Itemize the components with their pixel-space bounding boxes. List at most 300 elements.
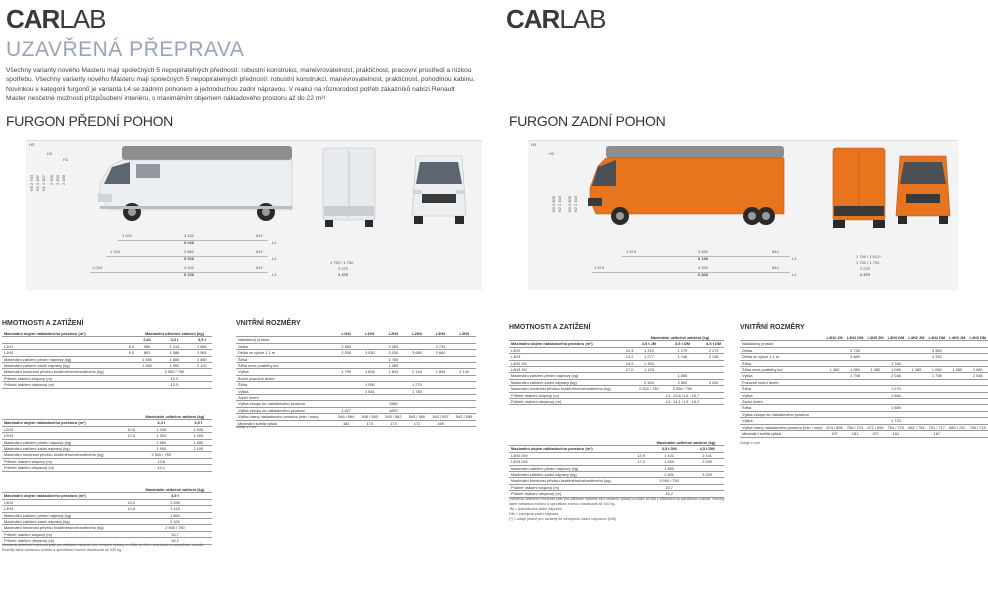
table-cell: 3,5 t bbox=[192, 337, 212, 343]
front-l1-a: 1 024 bbox=[122, 233, 133, 238]
table-cell: 2 300 bbox=[636, 379, 662, 385]
table-cell: Zadní dveře bbox=[740, 399, 824, 405]
table-cell: Průměr otáčení stopový (m) bbox=[2, 531, 124, 537]
table-cell: 3 680 bbox=[405, 350, 429, 356]
front-weights-table-3 bbox=[2, 487, 212, 545]
table-cell: 4 383 bbox=[926, 347, 947, 353]
table-cell: 546 / 563 bbox=[358, 414, 382, 420]
rear-interior-footnote: Údaje v mm bbox=[740, 441, 760, 445]
table-cell: Délka bbox=[236, 343, 334, 349]
table-cell: 2 144 bbox=[405, 369, 429, 375]
table-cell: L4H2 DM bbox=[928, 335, 946, 340]
table-cell: Maximální zatížení přední nápravy (kg) bbox=[509, 373, 623, 379]
table-cell: 3,3 t bbox=[157, 337, 192, 343]
table-cell: 1 050 bbox=[358, 382, 382, 388]
table-cell: Maximální zatížení přední nápravy (kg) bbox=[509, 465, 634, 471]
table-cell bbox=[636, 399, 662, 405]
table-cell: 13,0 bbox=[124, 499, 138, 505]
table-cell: Průměr otáčení obrysový (m) bbox=[509, 491, 634, 497]
table-cell: 1 414 bbox=[157, 343, 192, 349]
table-cell: 169 bbox=[429, 420, 453, 426]
table-cell: 1 650 bbox=[138, 439, 185, 445]
table-cell: Maximální objem nákladového prostoru (m³) bbox=[509, 341, 636, 347]
table-cell: 2 059 bbox=[690, 459, 724, 465]
brand-logo-right: CARLAB bbox=[506, 4, 606, 34]
table-cell: Průměr otáčení obrysový (m) bbox=[509, 399, 623, 405]
table-cell: 16,2 bbox=[138, 538, 212, 544]
table-cell: 1 900 bbox=[138, 446, 185, 452]
table-cell: 1 345 bbox=[138, 426, 185, 432]
table-cell: Minimální světlá výška bbox=[740, 431, 824, 437]
rear-weights-footnote bbox=[509, 497, 729, 522]
front-van-side-image bbox=[70, 140, 305, 230]
table-cell: L4H3 JM bbox=[509, 367, 623, 373]
table-cell bbox=[126, 382, 137, 388]
table-cell: Maximální užitečné zatížení (kg) bbox=[636, 335, 724, 341]
table-cell: 13,6 bbox=[138, 458, 185, 464]
front-height-5: 2 300 bbox=[55, 175, 60, 186]
rear-dim-line-l4 bbox=[592, 272, 790, 273]
front-height-6: 2 180 bbox=[61, 175, 66, 186]
rear-weights-table-2-body bbox=[509, 452, 724, 497]
table-cell: L3H2 bbox=[2, 499, 124, 505]
table-cell: Maximální hmotnost přívěsu brzděného/nebrzděného (kg) bbox=[2, 452, 124, 458]
front-l3-b: 4 332 bbox=[184, 265, 195, 270]
table-cell: 674 / 696 bbox=[826, 424, 843, 430]
table-cell: 1 850 bbox=[648, 465, 690, 471]
intro-paragraph: Všechny varianty nového Masteru mají společných 5 nepopiratelných předností: robustní konstrukci, manévrovatelnost, praktičnost, pracovní prostředí a nízkou spotřebu. Všechny varianty nového Masteru mají společných 5 nepopiratelných předností: robustní konstrukci, manévrovatelnost, praktičnost, pohodlnou kabinu. Novinkou v kategorii furgonů je varianta L4 se zadním pohonem a jednoduchou zadní nápravou. V reakci na různorodost potřeb zákazníků nabízí Renault Master nesčetné možnosti přizpůsobení interiéru, s maximálním objemem nákladového prostoru až do 22 m³! bbox=[6, 67, 475, 103]
front-weights-table-2-body bbox=[2, 426, 212, 471]
table-cell: Výška hrany nákladového prostoru (min / max) bbox=[236, 414, 334, 420]
table-cell: 1 894 bbox=[382, 369, 406, 375]
table-cell: L2H2 bbox=[382, 331, 406, 337]
front-l1-label: L1 bbox=[272, 240, 277, 245]
table-cell: 546 / 564 bbox=[334, 414, 358, 420]
table-cell: 1 561 bbox=[192, 350, 212, 356]
rear-van-side-image bbox=[586, 142, 801, 232]
front-l3-total: 6 198 bbox=[184, 272, 195, 277]
table-cell: 1 581 bbox=[358, 388, 382, 394]
table-cell: 181 bbox=[845, 431, 866, 437]
table-cell: 545 / 562 bbox=[382, 414, 406, 420]
table-cell: 2 530 bbox=[334, 350, 358, 356]
table-cell bbox=[124, 465, 138, 471]
table-cell: 17,0 bbox=[634, 459, 648, 465]
table-cell: Maximální užitečné zatížení (kg) bbox=[648, 440, 724, 446]
table-cell: 12,5 bbox=[157, 382, 192, 388]
table-cell: 955 bbox=[137, 343, 157, 349]
front-dim-line-l3 bbox=[90, 272, 268, 273]
table-cell: L4H2 JM bbox=[906, 335, 926, 341]
table-cell: Boční posuvné dveře bbox=[236, 375, 334, 381]
table-cell: L1H2 bbox=[2, 350, 126, 356]
table-cell: 672 / 694 bbox=[867, 424, 884, 430]
table-cell: 1 080 bbox=[926, 367, 947, 373]
table-cell bbox=[947, 431, 967, 437]
rear-width-2: 1 750 / 1 730 bbox=[856, 260, 880, 265]
table-cell: Maximální zatížení zadní nápravy (kg) bbox=[2, 519, 124, 525]
table-cell: 1 545 bbox=[185, 426, 212, 432]
table-cell: L3H3 DM bbox=[887, 335, 905, 340]
rear-weights-table-2 bbox=[509, 440, 724, 498]
table-cell: 1 380 bbox=[865, 367, 885, 373]
table-cell: 2 500 / 750 bbox=[138, 525, 212, 531]
rear-height-2: H2 2 494 bbox=[557, 196, 562, 213]
table-cell: 12,4 bbox=[623, 347, 636, 353]
table-cell: 543 / 560 bbox=[405, 414, 429, 420]
table-cell: 17,0 bbox=[623, 367, 636, 373]
table-cell: 167 bbox=[926, 431, 947, 437]
table-cell: L3H2 bbox=[509, 347, 623, 353]
table-cell: 3 680 bbox=[429, 350, 453, 356]
table-cell: Průměr otáčení stopový (m) bbox=[2, 458, 124, 464]
table-cell: Maximální zatížení přední nápravy (kg) bbox=[2, 512, 124, 518]
rear-h2-label: H2 bbox=[549, 151, 555, 156]
table-cell: 2 800 bbox=[662, 379, 703, 385]
table-cell: 682 / 704 bbox=[908, 424, 925, 430]
front-interior-footnote: Údaje v mm bbox=[236, 425, 256, 429]
table-cell: L2H3 bbox=[405, 331, 429, 337]
table-cell: Výška bbox=[740, 418, 824, 424]
front-l1-total: 5 048 bbox=[184, 240, 195, 245]
table-cell: 1580 bbox=[382, 401, 406, 407]
table-cell: Maximální hmotnost přívěsu brzděného/nebrzděného (kg) bbox=[509, 386, 623, 392]
front-l2-a: 1 024 bbox=[110, 249, 121, 254]
table-cell: 700 / 715 bbox=[967, 424, 988, 430]
rear-weights-title: HMOTNOSTI A ZATÍŽENÍ bbox=[509, 324, 591, 331]
rear-l4-c: 842 bbox=[772, 265, 779, 270]
table-cell: Zadní dveře bbox=[236, 395, 334, 401]
table-cell: 197 bbox=[865, 431, 885, 437]
table-cell: 174 bbox=[358, 420, 382, 426]
table-cell: 1 415 bbox=[138, 506, 212, 512]
table-cell: L2H2 bbox=[2, 426, 124, 432]
front-van-rear-image bbox=[318, 146, 380, 230]
table-cell: 1 059 bbox=[648, 459, 690, 465]
table-cell: 12,0 bbox=[124, 433, 138, 439]
table-cell: 1 304 bbox=[138, 433, 185, 439]
table-cell: Průměr otáčení obrysový (m) bbox=[2, 538, 124, 544]
table-cell: L3H3 bbox=[509, 354, 623, 360]
table-cell bbox=[192, 382, 212, 388]
rear-van-rear-image bbox=[828, 146, 890, 232]
rear-l3-label: L3 bbox=[792, 256, 797, 261]
front-weights-table-2 bbox=[2, 414, 212, 472]
table-cell: Výška vstupu do nákladového prostoru bbox=[236, 401, 334, 407]
table-cell: 1 080 bbox=[967, 367, 988, 373]
table-cell: 2 144 bbox=[452, 369, 476, 375]
table-cell: 2 048 bbox=[967, 373, 988, 379]
table-cell: 172 bbox=[405, 420, 429, 426]
table-cell: 2 100 bbox=[138, 519, 212, 525]
table-cell: Výška bbox=[740, 392, 824, 398]
table-cell: Maximální zatížení přední nápravy (kg) bbox=[2, 439, 124, 445]
rear-weights-table-1-body bbox=[509, 347, 724, 405]
rear-weights-table-1 bbox=[509, 335, 724, 405]
table-cell: L1H1 bbox=[2, 343, 126, 349]
table-cell: 10,8 bbox=[124, 426, 138, 432]
table-cell: Délka bbox=[740, 347, 824, 353]
table-cell: L3H2 JM bbox=[824, 335, 844, 341]
front-weights-footnote: Uvedená užitečná hmotnost platí pro základní variantu bez veškeré výbavy a může se lišit v závislosti na specifikaci vozidla. Rozdíly dané variantou motoru a specifikací mohou dosahovat až 330 kg. bbox=[2, 543, 205, 552]
table-cell: 3 733 bbox=[845, 347, 866, 353]
table-cell: Šířka bbox=[740, 360, 824, 366]
table-cell: 3 030 bbox=[358, 350, 382, 356]
table-cell: 1 270 bbox=[405, 382, 429, 388]
rear-width-3: 2 070 bbox=[860, 266, 871, 271]
table-row bbox=[509, 399, 724, 405]
table-cell: L3 : 13,6 / L4 : 15,7 bbox=[662, 392, 703, 398]
front-l3-c: 842 bbox=[256, 265, 263, 270]
table-cell: 2 500 / 750 bbox=[138, 452, 185, 458]
table-cell: Maximální zatížení zadní nápravy (kg) bbox=[509, 379, 623, 385]
section-rear-title: FURGON ZADNÍ POHON bbox=[509, 113, 666, 129]
table-cell: 1 780 bbox=[405, 388, 429, 394]
table-cell: Výška bbox=[236, 369, 334, 375]
table-cell: Nákladový prostor bbox=[740, 341, 824, 347]
rear-height-3: H3 2 809 bbox=[567, 196, 572, 213]
table-cell: 1 700 bbox=[334, 369, 358, 375]
table-row bbox=[2, 382, 212, 388]
table-cell: 704 / 723 bbox=[886, 424, 907, 430]
table-cell: 3 083 bbox=[382, 343, 406, 349]
table-cell bbox=[185, 465, 212, 471]
rear-interior-title: VNITŘNÍ ROZMĚRY bbox=[740, 324, 805, 331]
table-cell: 1820 bbox=[382, 407, 406, 413]
front-interior-title: VNITŘNÍ ROZMĚRY bbox=[236, 320, 301, 327]
table-cell: 3 000 / 750 bbox=[662, 386, 703, 392]
table-cell: 1 386 bbox=[157, 350, 192, 356]
table-cell: L3H3 bbox=[452, 331, 476, 337]
table-cell: 15,7 bbox=[648, 484, 690, 490]
front-width-2: 2 070 bbox=[338, 266, 349, 271]
table-cell: 1 380 bbox=[382, 363, 406, 369]
table-cell: 3 200 bbox=[690, 472, 724, 478]
table-row bbox=[2, 465, 212, 471]
table-cell: 1 850 bbox=[185, 439, 212, 445]
table-cell: 2 101 bbox=[690, 452, 724, 458]
rear-height-4: H2 2 494 bbox=[573, 196, 578, 213]
table-cell: 1 724 bbox=[886, 418, 907, 424]
front-h1-label: H1 bbox=[63, 157, 69, 162]
table-cell: 2 500 / 750 bbox=[636, 386, 662, 392]
table-cell: 1 125 bbox=[636, 367, 662, 373]
front-weights-table-1-body bbox=[2, 343, 212, 388]
front-l2-b: 3 682 bbox=[184, 249, 195, 254]
front-height-2: H2 2 487 bbox=[35, 175, 40, 192]
front-h3-label: H3 bbox=[29, 142, 35, 147]
table-cell: 1 080 bbox=[845, 367, 866, 373]
front-interior-table bbox=[236, 331, 476, 427]
table-cell: 3 200 bbox=[703, 379, 724, 385]
table-cell: Maximální zatížení zadní nápravy (kg) bbox=[2, 363, 126, 369]
table-cell: 3 733 bbox=[429, 343, 453, 349]
rear-width-4: 2 470 bbox=[860, 272, 871, 277]
rear-van-front-image bbox=[892, 150, 954, 232]
table-cell: Šířka bbox=[740, 386, 824, 392]
table-cell: Nákladový prostor bbox=[236, 337, 334, 343]
table-cell: L4H3 DM bbox=[509, 459, 634, 465]
table-cell: Šířka bbox=[236, 382, 334, 388]
table-cell: 2 800 bbox=[648, 472, 690, 478]
table-cell: Průměr otáčení stopový (m) bbox=[509, 484, 634, 490]
table-cell: 4,5 t DM bbox=[690, 446, 724, 452]
table-cell: Průměr otáčení stopový (m) bbox=[509, 392, 623, 398]
table-cell: Maximální užitečné zatížení (kg) bbox=[138, 487, 212, 493]
rear-l3-b: 3 682 bbox=[698, 249, 709, 254]
table-cell: Maximální hmotnost přívěsu brzděného/nebrzděného (kg) bbox=[2, 369, 126, 375]
front-height-1: H3 2 794 bbox=[29, 175, 34, 192]
table-cell: Minimální světlá výška bbox=[236, 420, 334, 426]
table-cell: 1 380 bbox=[906, 367, 926, 373]
rear-footnote-2: JM = jednoduchá zadní náprava bbox=[509, 506, 562, 511]
table-cell: 3 680 bbox=[845, 354, 866, 360]
table-cell: 1 765 bbox=[382, 356, 406, 362]
front-weights-table-1 bbox=[2, 331, 212, 389]
table-cell: Průměr otáčení obrysový (m) bbox=[2, 465, 124, 471]
table-cell: Výška bbox=[740, 373, 824, 379]
table-cell: 14,8 bbox=[124, 506, 138, 512]
table-cell: Maximální zatížení zadní nápravy (kg) bbox=[2, 446, 124, 452]
table-cell: 1 850 bbox=[662, 373, 703, 379]
table-cell: L1H2 bbox=[358, 331, 382, 337]
table-row bbox=[740, 431, 988, 437]
front-width-3: 2 470 bbox=[338, 272, 349, 277]
table-cell: 14,1 bbox=[138, 465, 185, 471]
table-cell: L3H3 bbox=[2, 506, 124, 512]
table-cell: L4H2 JM bbox=[509, 360, 623, 366]
table-cell: 1 850 bbox=[192, 356, 212, 362]
front-height-3: H1 2 307 bbox=[41, 175, 46, 192]
table-cell: 1 664 bbox=[192, 343, 212, 349]
table-cell: Maximální užitečné zatížení (kg) bbox=[138, 414, 212, 420]
table-cell: 1 894 bbox=[429, 369, 453, 375]
front-height-4: 2 499 bbox=[49, 175, 54, 186]
table-cell: 1 380 bbox=[824, 367, 844, 373]
table-cell: 2 100 bbox=[192, 363, 212, 369]
table-cell: Šířka bbox=[740, 405, 824, 411]
table-cell: Šířka bbox=[236, 356, 334, 362]
rear-l4-label: L4 bbox=[792, 272, 797, 277]
table-cell: 1 455 bbox=[138, 499, 212, 505]
rear-l3-c: 842 bbox=[772, 249, 779, 254]
rear-width-1: 1 750 / 1 612* bbox=[856, 254, 881, 259]
table-cell: L4H3 JM bbox=[947, 335, 967, 341]
table-cell: 3 030 bbox=[382, 350, 406, 356]
table-cell: 1 850 bbox=[157, 356, 192, 362]
table-cell: Maximální hmotnost přívěsu brzděného/nebrzděného (kg) bbox=[2, 525, 124, 531]
front-width-1: 1 750 / 1 750 bbox=[330, 260, 354, 265]
table-cell: L3H3 JM bbox=[865, 335, 885, 341]
table-cell: Průměr otáčení stopový (m) bbox=[2, 375, 126, 381]
table-cell: 3,3 t bbox=[138, 420, 185, 426]
rear-l3-total: 6 198 bbox=[698, 256, 709, 261]
table-cell: 701 / 717 bbox=[926, 424, 947, 430]
front-van-front-image bbox=[408, 150, 470, 230]
table-cell: 181 bbox=[886, 431, 907, 437]
table-cell: 1 650 bbox=[137, 363, 157, 369]
table-cell: 3,5 t bbox=[138, 493, 212, 499]
table-cell: 14,2 bbox=[623, 354, 636, 360]
table-cell: 1 101 bbox=[648, 452, 690, 458]
table-cell: 1 179 bbox=[662, 347, 703, 353]
table-cell: L4H3 DM bbox=[969, 335, 987, 340]
rear-l4-total: 6 848 bbox=[698, 272, 709, 277]
table-cell: 706 / 724 bbox=[845, 424, 866, 430]
table-cell: Maximální zatížení přední nápravy (kg) bbox=[2, 356, 126, 362]
table-cell: Šířka mezi podběhy kol bbox=[740, 367, 824, 373]
table-cell: 2 583 bbox=[334, 343, 358, 349]
table-cell: 680 / 702 bbox=[949, 424, 966, 430]
front-l1-c: 842 bbox=[256, 233, 263, 238]
table-cell: Maximální objem nákladového prostoru (m³) bbox=[2, 331, 137, 337]
table-cell: Maximální užitečné zatížení (kg) bbox=[137, 331, 212, 337]
table-cell: 1 650 bbox=[137, 356, 157, 362]
table-cell: Maximální zatížení zadní nápravy (kg) bbox=[509, 472, 634, 478]
table-cell bbox=[137, 382, 157, 388]
table-cell: 543 / 557 bbox=[429, 414, 453, 420]
table-cell: Délka ve výšce 1,1 m bbox=[740, 354, 824, 360]
table-cell: 3,5 t JM bbox=[636, 341, 662, 347]
table-cell: 12,0 bbox=[157, 375, 192, 381]
table-cell: 891 bbox=[137, 350, 157, 356]
front-h2-label: H2 bbox=[47, 151, 53, 156]
table-cell: 1 380 bbox=[947, 367, 967, 373]
table-cell: 1 850 bbox=[138, 512, 212, 518]
table-cell: 1 765 bbox=[886, 360, 907, 366]
front-l2-label: L2 bbox=[272, 256, 277, 261]
rear-footnote-4: (*) = údaje platné pro varianty se zdvojenou zadní nápravou (DM) bbox=[509, 516, 616, 521]
table-cell: L3 : 14,1 / L4 : 16,2 bbox=[662, 399, 703, 405]
table-cell: 3 000 / 750 bbox=[648, 478, 690, 484]
table-cell: Výška vstupu do nákladového prostoru bbox=[740, 411, 824, 417]
table-cell: 1 894 bbox=[358, 369, 382, 375]
table-cell: 1 798 bbox=[926, 373, 947, 379]
table-cell: 8,0 bbox=[126, 343, 137, 349]
table-cell: 1 900 bbox=[157, 363, 192, 369]
table-cell: 14,9 bbox=[623, 360, 636, 366]
table-cell: 1 146 bbox=[662, 354, 703, 360]
front-l1-b: 3 182 bbox=[184, 233, 195, 238]
front-interior-table-body bbox=[236, 337, 476, 427]
front-weights-table-3-body bbox=[2, 499, 212, 544]
table-cell: 4,5 t DM bbox=[703, 341, 724, 347]
table-cell: 3,5 t bbox=[185, 420, 212, 426]
table-cell: 9,0 bbox=[126, 350, 137, 356]
table-cell: 2 500 / 750 bbox=[157, 369, 192, 375]
table-cell bbox=[906, 431, 926, 437]
table-cell: 2 146 bbox=[703, 354, 724, 360]
rear-l3-a: 1 674 bbox=[626, 249, 637, 254]
table-cell bbox=[623, 399, 636, 405]
table-cell: 4 330 bbox=[926, 354, 947, 360]
table-cell: Maximální objem nákladového prostoru (m³) bbox=[2, 420, 138, 426]
table-cell: 1 080 bbox=[886, 367, 907, 373]
table-cell: L1H1 bbox=[334, 331, 358, 337]
table-cell: Maximální objem nákladového prostoru (m³) bbox=[2, 493, 138, 499]
table-cell: 15,7 bbox=[138, 531, 212, 537]
section-front-title: FURGON PŘEDNÍ POHON bbox=[6, 113, 173, 129]
table-cell bbox=[452, 420, 476, 426]
table-cell: 3,5 t DM bbox=[648, 446, 690, 452]
table-cell: 197 bbox=[824, 431, 844, 437]
rear-interior-table bbox=[740, 335, 988, 438]
table-cell: 2 048 bbox=[886, 373, 907, 379]
table-cell: 1 270 bbox=[886, 386, 907, 392]
front-weights-title: HMOTNOSTI A ZATÍŽENÍ bbox=[2, 320, 84, 327]
front-l3-label: L3 bbox=[272, 272, 277, 277]
table-cell: 1 798 bbox=[845, 373, 866, 379]
